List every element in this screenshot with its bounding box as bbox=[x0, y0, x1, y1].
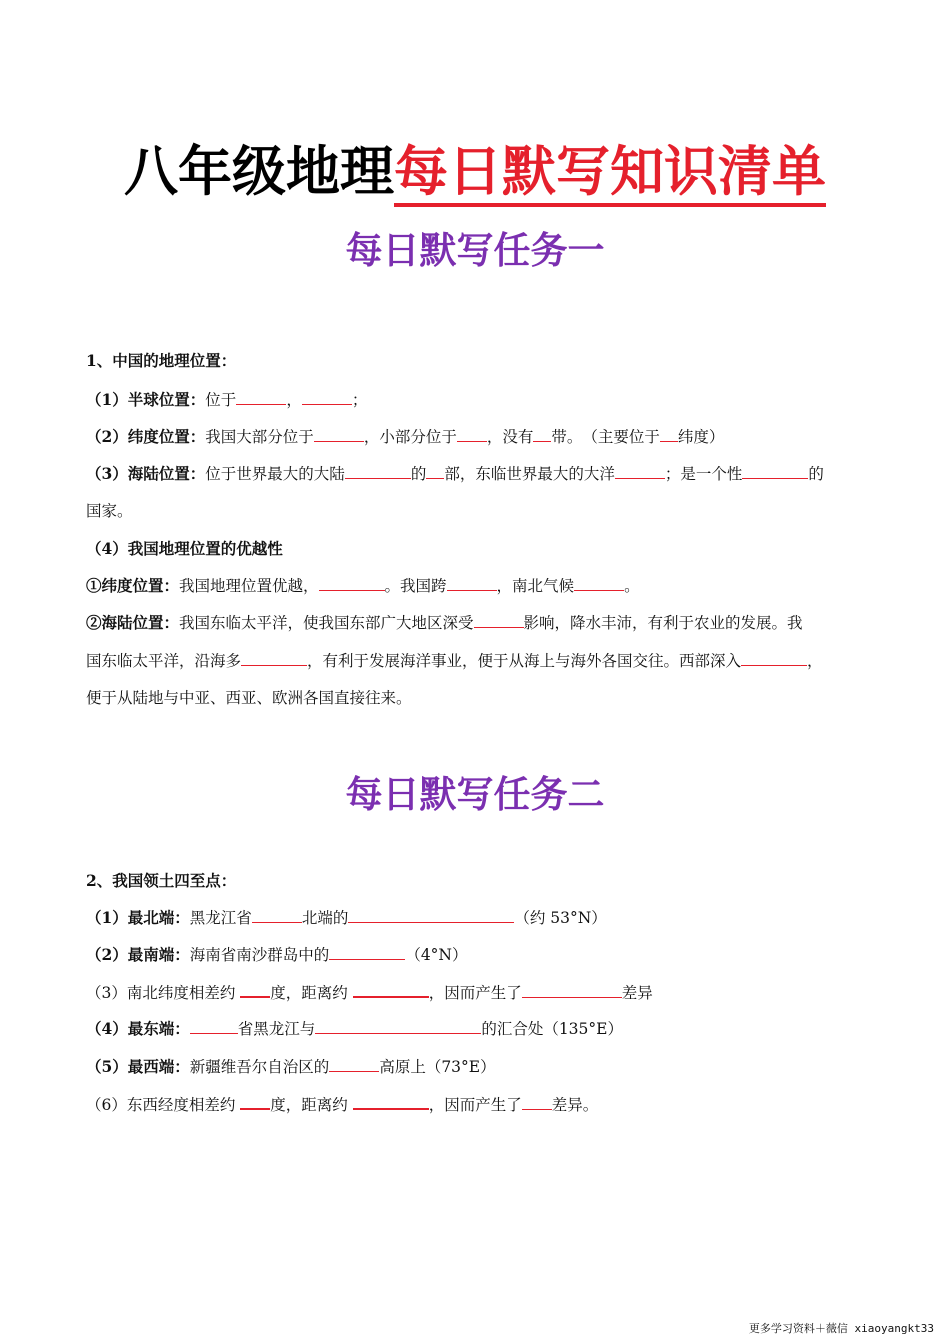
line-northmost: （1）最北端：黑龙江省 北端的 （约 53°N） bbox=[86, 908, 607, 927]
line-southmost: （2）最南端：海南省南沙群岛中的 （4°N） bbox=[86, 945, 468, 964]
blank[interactable] bbox=[742, 463, 808, 479]
blank[interactable] bbox=[533, 426, 551, 442]
footer-note: 更多学习资料＋薇信 xiaoyangkt33 bbox=[748, 1322, 934, 1335]
question2-title: 2、我国领土四至点： bbox=[86, 871, 237, 890]
line-advantages-title: （4）我国地理位置的优越性 bbox=[86, 539, 283, 558]
blank[interactable] bbox=[302, 389, 352, 405]
blank[interactable] bbox=[522, 982, 622, 998]
task2-heading: 每日默写任务二 bbox=[345, 773, 605, 816]
blank[interactable] bbox=[426, 463, 444, 479]
blank[interactable] bbox=[240, 981, 270, 998]
blank[interactable] bbox=[240, 1093, 270, 1110]
blank[interactable] bbox=[329, 1056, 379, 1072]
line-hemisphere: （1）半球位置：位于 ， ； bbox=[86, 390, 368, 409]
blank[interactable] bbox=[236, 389, 286, 405]
blank[interactable] bbox=[615, 463, 665, 479]
line-ns-diff: （3）南北纬度相差约 度，距离约 ，因而产生了 差异 bbox=[86, 981, 866, 1004]
blank[interactable] bbox=[447, 575, 497, 591]
blank[interactable] bbox=[353, 1093, 429, 1110]
line-westmost: （5）最西端：新疆维吾尔自治区的 高原上（73°E） bbox=[86, 1057, 496, 1076]
blank[interactable] bbox=[190, 1018, 238, 1034]
title-part2: 每日默写知识清单 bbox=[394, 140, 826, 207]
line-sea-land: （3）海陆位置：位于世界最大的大陆 的 部，东临世界最大的大洋 ；是一个性 的 bbox=[86, 464, 824, 483]
blank[interactable] bbox=[241, 650, 307, 666]
blank[interactable] bbox=[353, 981, 429, 998]
blank[interactable] bbox=[345, 463, 411, 479]
blank[interactable] bbox=[457, 426, 487, 442]
line-adv-sea-land-3: 便于从陆地与中亚、西亚、欧洲各国直接往来。 bbox=[86, 689, 412, 707]
line-sea-land-cont: 国家。 bbox=[86, 502, 133, 520]
blank[interactable] bbox=[660, 426, 678, 442]
document-title bbox=[0, 132, 950, 212]
line-latitude: （2）纬度位置：我国大部分位于 ，小部分位于 ，没有 带。 （主要位于 纬度） bbox=[86, 427, 725, 446]
blank[interactable] bbox=[314, 426, 364, 442]
blank[interactable] bbox=[319, 575, 385, 591]
title-part1: 八年级地理 bbox=[124, 140, 394, 203]
blank[interactable] bbox=[741, 650, 807, 666]
question1-title: 1、中国的地理位置： bbox=[86, 351, 237, 370]
line-eastmost: （4）最东端： 省黑龙江与 的汇合处（135°E） bbox=[86, 1019, 623, 1038]
blank[interactable] bbox=[329, 944, 405, 960]
task1-heading: 每日默写任务一 bbox=[345, 229, 605, 272]
blank[interactable] bbox=[574, 575, 624, 591]
blank[interactable] bbox=[252, 907, 302, 923]
line-adv-latitude: ①纬度位置：我国地理位置优越， 。我国跨 ，南北气候 。 bbox=[86, 576, 640, 595]
blank[interactable] bbox=[522, 1094, 552, 1110]
line-adv-sea-land: ②海陆位置：我国东临太平洋，使我国东部广大地区深受 影响，降水丰沛，有利于农业的发展。我 bbox=[86, 613, 803, 632]
line-adv-sea-land-2: 国东临太平洋，沿海多 ，有利于发展海洋事业，便于从海上与海外各国交往。西部深入 ， bbox=[86, 652, 823, 670]
blank[interactable] bbox=[348, 907, 514, 923]
blank[interactable] bbox=[474, 612, 524, 628]
blank[interactable] bbox=[315, 1018, 481, 1034]
line-ew-diff: （6）东西经度相差约 度，距离约 ，因而产生了 差异。 bbox=[86, 1093, 866, 1116]
